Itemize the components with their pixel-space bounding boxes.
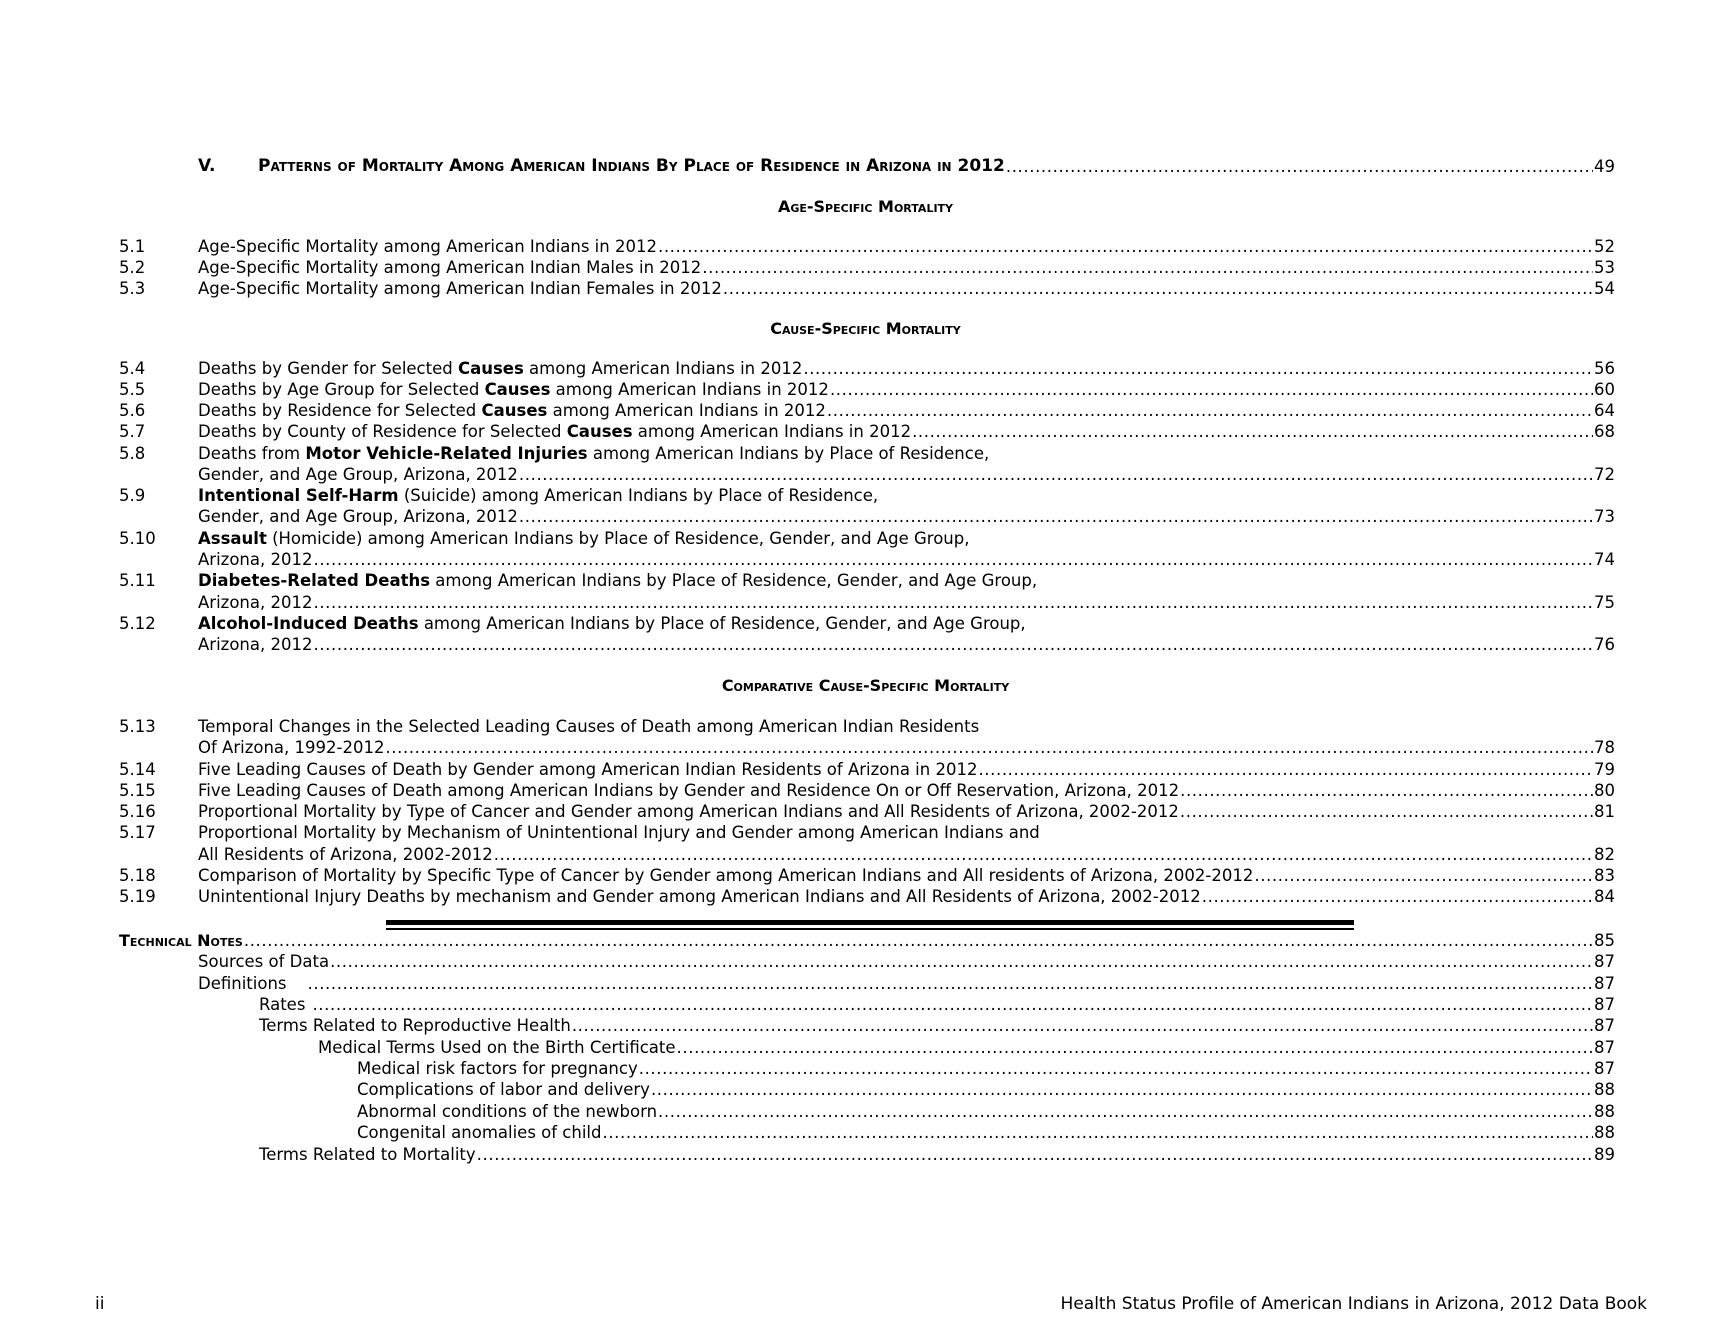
toc-entry[interactable]: [119, 1101, 1615, 1122]
dot-leader: [494, 844, 1593, 865]
entry-title: Definitions: [198, 974, 287, 993]
page-number: 82: [1594, 845, 1615, 864]
toc-entry[interactable]: [119, 1058, 1615, 1079]
toc-entry[interactable]: [119, 951, 1615, 972]
dot-leader: [1180, 801, 1593, 822]
entry-number: 5.4: [119, 359, 146, 378]
toc-entry[interactable]: [119, 379, 1615, 400]
page-number: 81: [1594, 802, 1615, 821]
toc-entry[interactable]: [119, 570, 1615, 591]
toc-section-v[interactable]: [119, 156, 1615, 177]
toc-entry[interactable]: [119, 1122, 1615, 1143]
toc-entry[interactable]: [119, 278, 1615, 299]
dot-leader: [602, 1122, 1593, 1143]
entry-title: Temporal Changes in the Selected Leading Causes of Death among American Indian Residents: [198, 717, 980, 736]
entry-title: Alcohol-Induced Deaths among American Indians by Place of Residence, Gender, and Age Group,: [198, 614, 1026, 633]
entry-number: 5.14: [119, 760, 156, 779]
entry-title: Five Leading Causes of Death by Gender among American Indian Residents of Arizona in 2012: [198, 760, 978, 779]
dot-leader: [313, 634, 1593, 655]
technical-notes-heading: Technical Notes: [119, 931, 243, 950]
toc-entry-continuation[interactable]: [119, 592, 1615, 613]
page-number: 88: [1594, 1123, 1615, 1142]
toc-entry[interactable]: [119, 400, 1615, 421]
page-number: 79: [1594, 760, 1615, 779]
entry-title-continued: Of Arizona, 1992-2012: [198, 738, 385, 757]
toc-entry[interactable]: [119, 1144, 1615, 1165]
toc-entry[interactable]: [119, 421, 1615, 442]
dot-leader: [385, 737, 1593, 758]
dot-leader: [912, 421, 1593, 442]
toc-entry[interactable]: [119, 358, 1615, 379]
toc-entry-continuation[interactable]: [119, 844, 1615, 865]
entry-number: 5.1: [119, 237, 146, 256]
entry-title: Congenital anomalies of child: [357, 1123, 602, 1142]
entry-title: Proportional Mortality by Type of Cancer and Gender among American Indians and All Residents of Arizona, 2002-2012: [198, 802, 1179, 821]
dot-leader: [1254, 865, 1593, 886]
toc-entry-continuation[interactable]: [119, 634, 1615, 655]
entry-title: Deaths from Motor Vehicle-Related Injuries among American Indians by Place of Residence,: [198, 444, 990, 463]
page-number: 87: [1594, 1038, 1615, 1057]
dot-leader: [1202, 886, 1593, 907]
page-number: 87: [1594, 995, 1615, 1014]
entry-number: 5.9: [119, 486, 146, 505]
toc-entry[interactable]: [119, 994, 1615, 1015]
page-number: 88: [1594, 1080, 1615, 1099]
toc-entry[interactable]: [119, 801, 1615, 822]
dot-leader: [651, 1079, 1593, 1100]
page-number: 83: [1594, 866, 1615, 885]
entry-title: Age-Specific Mortality among American Indians in 2012: [198, 237, 657, 256]
subheading-cause-specific: Cause-Specific Mortality: [770, 319, 961, 338]
section-numeral: V.: [198, 156, 216, 176]
entry-title: Age-Specific Mortality among American Indian Females in 2012: [198, 279, 722, 298]
entry-title: Terms Related to Reproductive Health: [259, 1016, 571, 1035]
dot-leader: [978, 759, 1593, 780]
toc-entry[interactable]: [119, 865, 1615, 886]
page-number: 87: [1594, 1016, 1615, 1035]
dot-leader: [308, 973, 1594, 994]
page-number: 53: [1594, 258, 1615, 277]
entry-title: Terms Related to Mortality: [259, 1145, 476, 1164]
footer-page-number: ii: [95, 1294, 105, 1314]
page-number: 74: [1594, 550, 1615, 569]
entry-title: Sources of Data: [198, 952, 330, 971]
page-number: 78: [1594, 738, 1615, 757]
entry-title-continued: Arizona, 2012: [198, 550, 313, 569]
entry-title-continued: Gender, and Age Group, Arizona, 2012: [198, 465, 518, 484]
page-number: 85: [1594, 931, 1615, 950]
dot-leader: [330, 951, 1593, 972]
dot-leader: [639, 1058, 1593, 1079]
entry-title: Unintentional Injury Deaths by mechanism and Gender among American Indians and All Residents of Arizona, 2002-2012: [198, 887, 1201, 906]
page-number: 75: [1594, 593, 1615, 612]
dot-leader: [519, 464, 1593, 485]
dot-leader: [1006, 156, 1593, 177]
entry-title: Five Leading Causes of Death among American Indians by Gender and Residence On or Off Reservation, Arizona, 2012: [198, 781, 1180, 800]
entry-title: Intentional Self-Harm (Suicide) among American Indians by Place of Residence,: [198, 486, 879, 505]
page-number: 84: [1594, 887, 1615, 906]
entry-title-continued: All Residents of Arizona, 2002-2012: [198, 845, 493, 864]
toc-entry[interactable]: [119, 236, 1615, 257]
dot-leader: [723, 278, 1593, 299]
entry-number: 5.19: [119, 887, 156, 906]
entry-number: 5.2: [119, 258, 146, 277]
page-number: 49: [1594, 157, 1615, 176]
page-number: 56: [1594, 359, 1615, 378]
toc-entry-continuation[interactable]: [119, 737, 1615, 758]
entry-title: Proportional Mortality by Mechanism of Unintentional Injury and Gender among American Indians and: [198, 823, 1040, 842]
page-number: 60: [1594, 380, 1615, 399]
toc-entry[interactable]: [119, 716, 1615, 737]
toc-entry-continuation[interactable]: [119, 506, 1615, 527]
subheading-age-specific: Age-Specific Mortality: [777, 197, 954, 216]
entry-number: 5.12: [119, 614, 156, 633]
toc-technical-notes[interactable]: [119, 930, 1615, 951]
entry-number: 5.16: [119, 802, 156, 821]
entry-number: 5.15: [119, 781, 156, 800]
dot-leader: [803, 358, 1593, 379]
page-number: 80: [1594, 781, 1615, 800]
entry-title: Complications of labor and delivery: [357, 1080, 650, 1099]
toc-entry[interactable]: [119, 613, 1615, 634]
toc-entry[interactable]: [119, 1079, 1615, 1100]
entry-number: 5.13: [119, 717, 156, 736]
dot-leader: [313, 549, 1593, 570]
page-number: 73: [1594, 507, 1615, 526]
entry-title: Age-Specific Mortality among American Indian Males in 2012: [198, 258, 702, 277]
entry-number: 5.18: [119, 866, 156, 885]
entry-number: 5.7: [119, 422, 146, 441]
dot-leader: [312, 994, 1593, 1015]
toc-entry[interactable]: [119, 257, 1615, 278]
entry-number: 5.17: [119, 823, 156, 842]
toc-entry[interactable]: [119, 780, 1615, 801]
page-number: 54: [1594, 279, 1615, 298]
entry-title: Comparison of Mortality by Specific Type of Cancer by Gender among American Indians and All residents of Arizona, 2002-2012: [198, 866, 1254, 885]
entry-title: Diabetes-Related Deaths among American Indians by Place of Residence, Gender, and Age Group,: [198, 571, 1038, 590]
entry-title: Assault (Homicide) among American Indians by Place of Residence, Gender, and Age Group,: [198, 529, 970, 548]
entry-title: Deaths by Gender for Selected Causes among American Indians in 2012: [198, 359, 803, 378]
entry-title: Deaths by Residence for Selected Causes among American Indians in 2012: [198, 401, 826, 420]
page-number: 76: [1594, 635, 1615, 654]
toc-entry[interactable]: [119, 528, 1615, 549]
toc-entry[interactable]: [119, 443, 1615, 464]
entry-title-continued: Arizona, 2012: [198, 635, 313, 654]
page-number: 72: [1594, 465, 1615, 484]
entry-title: Abnormal conditions of the newborn: [357, 1102, 658, 1121]
section-divider-thick: [386, 920, 1354, 925]
toc-entry-continuation[interactable]: [119, 549, 1615, 570]
page-number: 89: [1594, 1145, 1615, 1164]
toc-entry[interactable]: [119, 485, 1615, 506]
toc-entry-continuation[interactable]: [119, 464, 1615, 485]
footer-title: Health Status Profile of American Indians in Arizona, 2012 Data Book: [1060, 1294, 1647, 1314]
toc-entry[interactable]: [119, 973, 1615, 994]
dot-leader: [658, 236, 1593, 257]
dot-leader: [658, 1101, 1593, 1122]
dot-leader: [830, 379, 1593, 400]
entry-number: 5.3: [119, 279, 146, 298]
toc-entry[interactable]: [119, 822, 1615, 843]
section-title: Patterns of Mortality Among American Indians By Place of Residence in Arizona in 2012: [258, 156, 1005, 176]
toc-entry[interactable]: [119, 886, 1615, 907]
page-number: 64: [1594, 401, 1615, 420]
toc-entry[interactable]: [119, 1015, 1615, 1036]
subheading-comparative: Comparative Cause-Specific Mortality: [721, 676, 1010, 695]
entry-number: 5.11: [119, 571, 156, 590]
entry-title: Rates: [259, 995, 306, 1014]
dot-leader: [827, 400, 1593, 421]
entry-title: Medical Terms Used on the Birth Certificate: [318, 1038, 676, 1057]
entry-title-continued: Gender, and Age Group, Arizona, 2012: [198, 507, 518, 526]
page-number: 88: [1594, 1102, 1615, 1121]
page-number: 87: [1594, 952, 1615, 971]
page-number: 87: [1594, 974, 1615, 993]
dot-leader: [572, 1015, 1593, 1036]
entry-number: 5.10: [119, 529, 156, 548]
toc-entry[interactable]: [119, 1037, 1615, 1058]
page-number: 68: [1594, 422, 1615, 441]
dot-leader: [244, 930, 1593, 951]
page-number: 87: [1594, 1059, 1615, 1078]
dot-leader: [677, 1037, 1593, 1058]
dot-leader: [519, 506, 1593, 527]
entry-title: Deaths by County of Residence for Selected Causes among American Indians in 2012: [198, 422, 912, 441]
page-number: 52: [1594, 237, 1615, 256]
dot-leader: [313, 592, 1593, 613]
entry-title: Deaths by Age Group for Selected Causes among American Indians in 2012: [198, 380, 829, 399]
entry-number: 5.8: [119, 444, 146, 463]
toc-entry[interactable]: [119, 759, 1615, 780]
dot-leader: [477, 1144, 1593, 1165]
dot-leader: [702, 257, 1593, 278]
entry-number: 5.5: [119, 380, 146, 399]
entry-number: 5.6: [119, 401, 146, 420]
dot-leader: [1180, 780, 1593, 801]
entry-title-continued: Arizona, 2012: [198, 593, 313, 612]
entry-title: Medical risk factors for pregnancy: [357, 1059, 638, 1078]
